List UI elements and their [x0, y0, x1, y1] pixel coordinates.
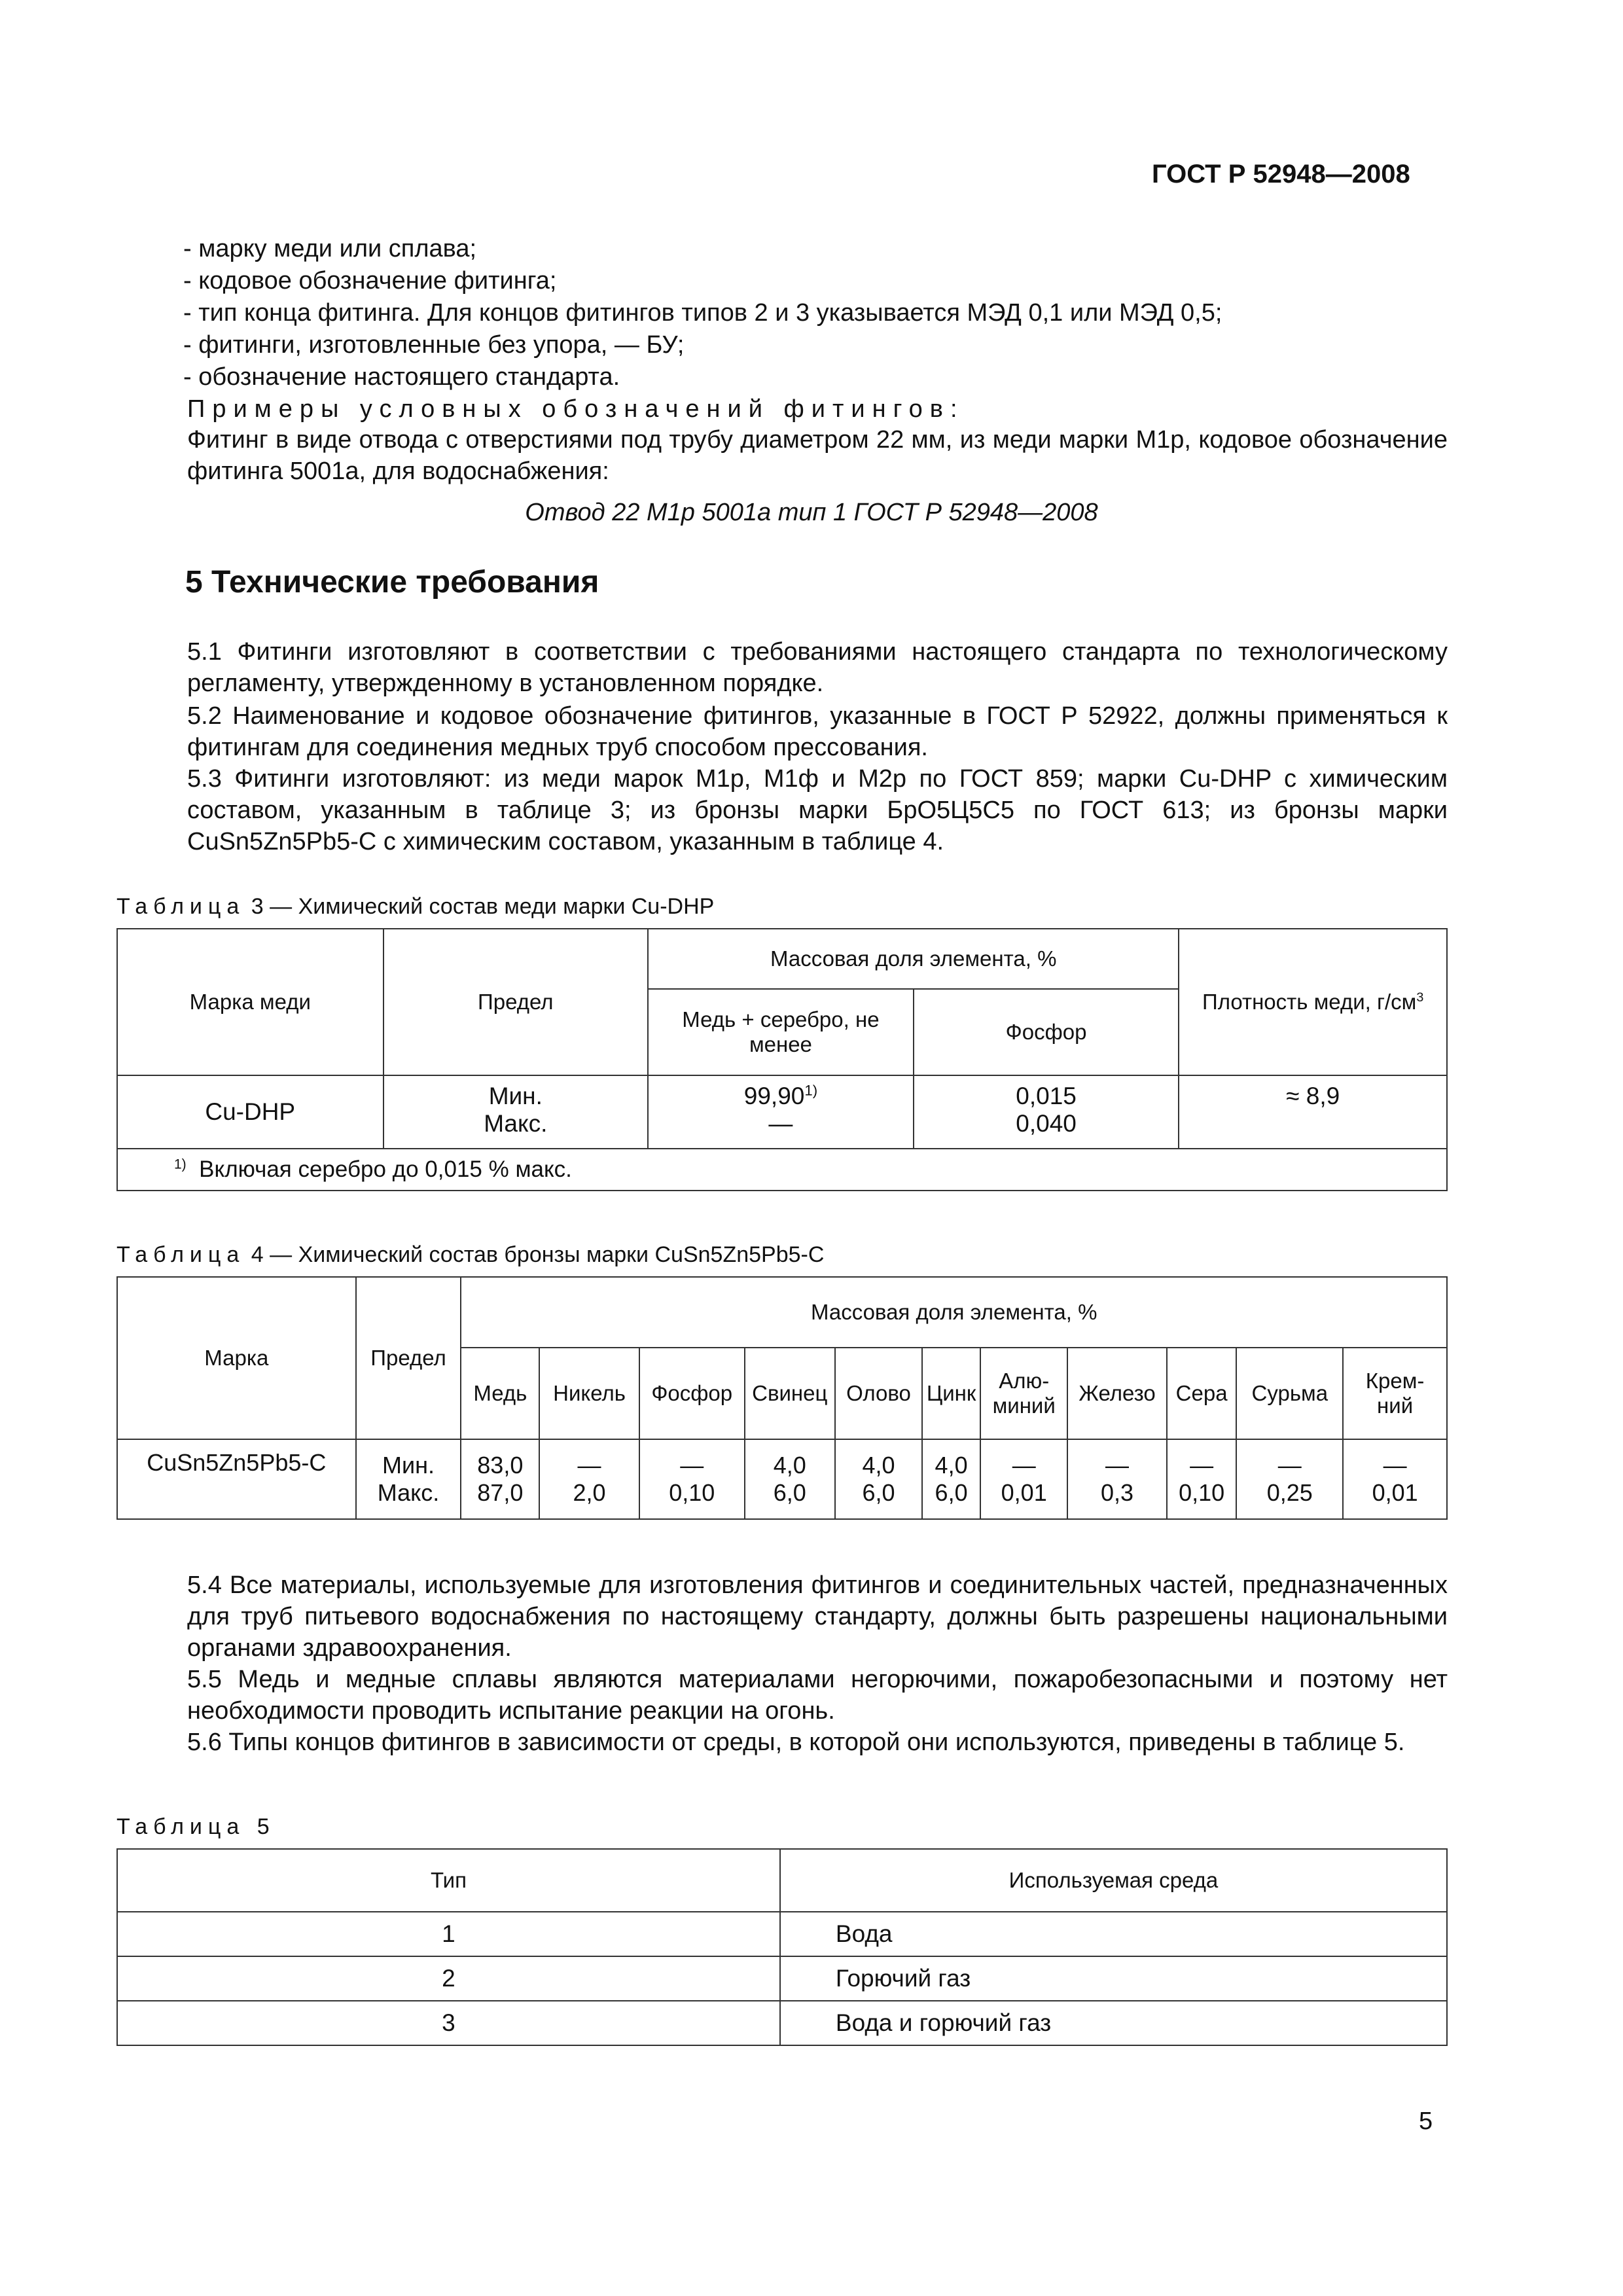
table3-limits: Мин. Макс.	[383, 1075, 649, 1149]
list-item: - марку меди или сплава;	[183, 235, 477, 262]
table5-caption: Таблица 5	[116, 1814, 276, 1839]
list-item: - кодовое обозначение фитинга;	[183, 267, 557, 295]
table4-values: — 0,3	[1067, 1439, 1167, 1519]
paragraph-5-3: 5.3 Фитинги изготовляют: из меди марок М1р, М1ф и М2р по ГОСТ 859; марки Cu-DHP с химическим составом, указанным в таблице 3; из бронзы марки БрО5Ц5С5 по ГОСТ 613; из бронзы марки CuSn5Zn5Pb5-C с химическим составом, указанным в таблице 4.	[187, 765, 1448, 855]
table4-caption: Таблица 4 — Химический состав бронзы марки CuSn5Zn5Pb5-C	[116, 1242, 825, 1267]
table3-header-limit: Предел	[383, 929, 649, 1075]
table4-limits: Мин. Макс.	[356, 1439, 461, 1519]
table3-header-grade: Марка меди	[117, 929, 383, 1075]
table-3	[116, 928, 1448, 1191]
table4-header-mass: Массовая доля элемента, %	[461, 1277, 1447, 1348]
table4-values: 4,0 6,0	[745, 1439, 835, 1519]
table4-header-element: Алю-миний	[980, 1348, 1067, 1439]
example-designation: Отвод 22 М1р 5001а тип 1 ГОСТ Р 52948—2008	[525, 499, 1098, 526]
table5-medium: Вода	[780, 1912, 1447, 1956]
table3-header-cu-ag: Медь + серебро, не менее	[648, 989, 914, 1075]
table4-header-grade: Марка	[117, 1277, 356, 1439]
table4-values: — 0,10	[1167, 1439, 1237, 1519]
table4-values: — 0,01	[980, 1439, 1067, 1519]
table-4	[116, 1276, 1448, 1520]
table5-type: 1	[117, 1912, 780, 1956]
table4-header-limit: Предел	[356, 1277, 461, 1439]
table5-medium: Вода и горючий газ	[780, 2001, 1447, 2045]
table5-header-medium: Используемая среда	[780, 1849, 1447, 1912]
table5-type: 2	[117, 1956, 780, 2001]
table3-grade: Cu-DHP	[117, 1075, 383, 1149]
table4-values: 4,0 6,0	[835, 1439, 922, 1519]
example-paragraph: Фитинг в виде отвода с отверстиями под трубу диаметром 22 мм, из меди марки М1р, кодовое обозначение фитинга 5001а, для водоснабжения:	[187, 426, 1448, 485]
table4-grade: CuSn5Zn5Pb5-C	[117, 1439, 356, 1519]
list-item: - фитинги, изготовленные без упора, — БУ;	[183, 331, 685, 359]
table5-medium: Горючий газ	[780, 1956, 1447, 2001]
table4-header-element: Свинец	[745, 1348, 835, 1439]
paragraph-5-1: 5.1 Фитинги изготовляют в соответствии с требованиями настоящего стандарта по технологическому регламенту, утвержденному в установленном порядке.	[187, 638, 1448, 697]
table4-values: — 0,10	[639, 1439, 745, 1519]
table4-values: — 0,25	[1236, 1439, 1343, 1519]
paragraph-5-2: 5.2 Наименование и кодовое обозначение фитингов, указанные в ГОСТ Р 52922, должны применяться к фитингам для соединения медных труб способом прессования.	[187, 702, 1448, 761]
table4-header-element: Железо	[1067, 1348, 1167, 1439]
table3-header-mass: Массовая доля элемента, %	[648, 929, 1179, 989]
table3-cu-ag-values: 99,90$^{1)}$ —	[648, 1075, 914, 1149]
table5-header-type: Тип	[117, 1849, 780, 1912]
table3-caption: Таблица 3 — Химический состав меди марки Cu-DHP	[116, 894, 715, 919]
table3-density-value: ≈ 8,9	[1179, 1075, 1447, 1149]
paragraph-5-4: 5.4 Все материалы, используемые для изготовления фитингов и соединительных частей, предназначенных для труб питьевого водоснабжения по настоящему стандарту, должны быть разрешены национальными органами здравоохранения.	[187, 1571, 1448, 1662]
table4-header-element: Никель	[539, 1348, 639, 1439]
table3-header-density: Плотность меди, $г/см^3$	[1179, 929, 1447, 1075]
table3-phosphorus-values: 0,015 0,040	[914, 1075, 1179, 1149]
table5-type: 3	[117, 2001, 780, 2045]
examples-heading: Примеры условных обозначений фитингов:	[187, 395, 965, 423]
table4-header-element: Сера	[1167, 1348, 1237, 1439]
document-standard-number: ГОСТ Р 52948—2008	[1152, 160, 1410, 188]
table4-values: — 0,01	[1343, 1439, 1447, 1519]
table4-header-element: Крем-ний	[1343, 1348, 1447, 1439]
table3-footnote: $^{1)}$ Включая серебро до 0,015 % макс.	[117, 1149, 1447, 1191]
list-item: - тип конца фитинга. Для концов фитингов типов 2 и 3 указывается МЭД 0,1 или МЭД 0,5;	[183, 299, 1222, 327]
table4-values: — 2,0	[539, 1439, 639, 1519]
table3-header-phosphorus: Фосфор	[914, 989, 1179, 1075]
table4-values: 83,0 87,0	[461, 1439, 539, 1519]
designation-components-list	[183, 233, 1427, 393]
table4-header-element: Медь	[461, 1348, 539, 1439]
section-title: 5 Технические требования	[185, 565, 599, 600]
table4-header-element: Цинк	[922, 1348, 980, 1439]
paragraph-5-6: 5.6 Типы концов фитингов в зависимости от среды, в которой они используются, приведены в таблице 5.	[187, 1729, 1405, 1756]
table4-header-element: Сурьма	[1236, 1348, 1343, 1439]
paragraph-5-5: 5.5 Медь и медные сплавы являются материалами негорючими, пожаробезопасными и поэтому нет необходимости проводить испытание реакции на огонь.	[187, 1666, 1448, 1725]
table4-header-element: Олово	[835, 1348, 922, 1439]
page-number: 5	[1419, 2108, 1433, 2135]
list-item: - обозначение настоящего стандарта.	[183, 363, 620, 391]
table4-values: 4,0 6,0	[922, 1439, 980, 1519]
table-5	[116, 1848, 1448, 2046]
table4-header-element: Фосфор	[639, 1348, 745, 1439]
